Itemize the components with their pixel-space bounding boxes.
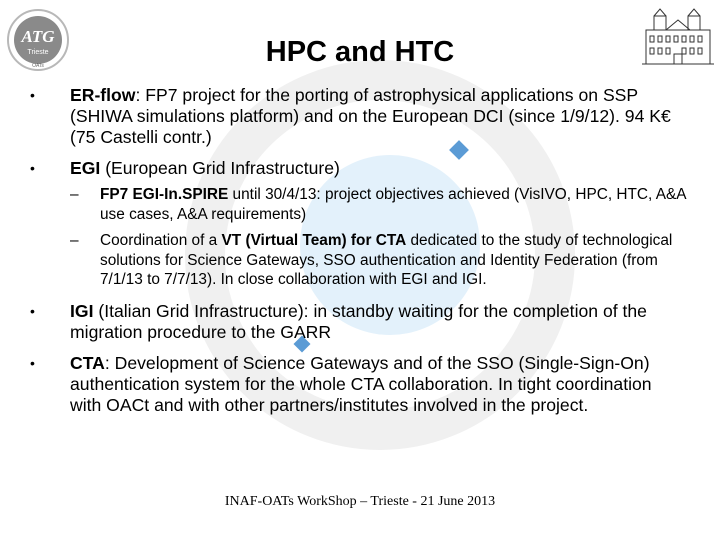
bullet-marker: • [30,302,35,319]
bullet-igi-text: (Italian Grid Infrastructure): in standby waiting for the completion of the migration procedure to the GARR [70,300,647,342]
bullet-erflow [26,85,686,148]
logo-small: OATs [32,63,44,69]
bullet-marker: • [30,354,35,371]
bullet-cta [26,353,686,416]
bullet-marker: • [30,160,35,176]
sub-bullet-vt-text: dedicated to the study of technological solutions for Science Gateways, SSO authentication and Identity Federation (from 7/1/13 to 7/7/13). In close collaboration with EGI and IGI. [100,232,673,288]
bullet-marker: • [30,87,35,103]
sub-bullet-vt-lead: VT (Virtual Team) for CTA [221,232,407,249]
logo-name: ATG [21,27,55,46]
sub-bullet-vt-pre: Coordination of a [100,232,222,249]
bullet-erflow-text: : FP7 project for the porting of astrophysical applications on SSP (SHIWA simulations platform) and on the European DCI (since 1/9/12). 94 K€ (75 Castelli contr.) [70,85,671,147]
bullet-egi-text: (European Grid Infrastructure) [100,158,340,178]
bullet-cta-lead: CTA [70,352,105,373]
sub-bullet-inspire-text: until 30/4/13: project objectives achieved (VisIVO, HPC, HTC, A&A use cases, A&A requirements) [100,186,686,223]
slide-title: HPC and HTC [265,36,455,68]
sub-bullet-vt-cta [26,231,686,290]
bullet-igi-lead: IGI [70,300,94,321]
bullet-egi [26,158,686,179]
bullet-egi-lead: EGI [70,158,101,178]
dash-marker: – [70,186,79,203]
logo-sub: Trieste [27,49,49,56]
dash-marker: – [70,232,79,249]
sub-bullet-inspire-lead: FP7 EGI-In.SPIRE [100,186,229,203]
bullet-erflow-lead: ER-flow [70,85,136,105]
slide-content [26,85,686,426]
bullet-cta-text: : Development of Science Gateways and of the SSO (Single-Sign-On) authentication system for the whole CTA collaboration. In tight coordination with OACt and with other partners/institutes involved in the project. [70,352,652,415]
sub-bullet-egi-inspire [26,185,686,224]
bullet-igi [26,301,686,343]
slide-footer: INAF-OATs WorkShop – Trieste - 21 June 2013 [224,494,496,509]
